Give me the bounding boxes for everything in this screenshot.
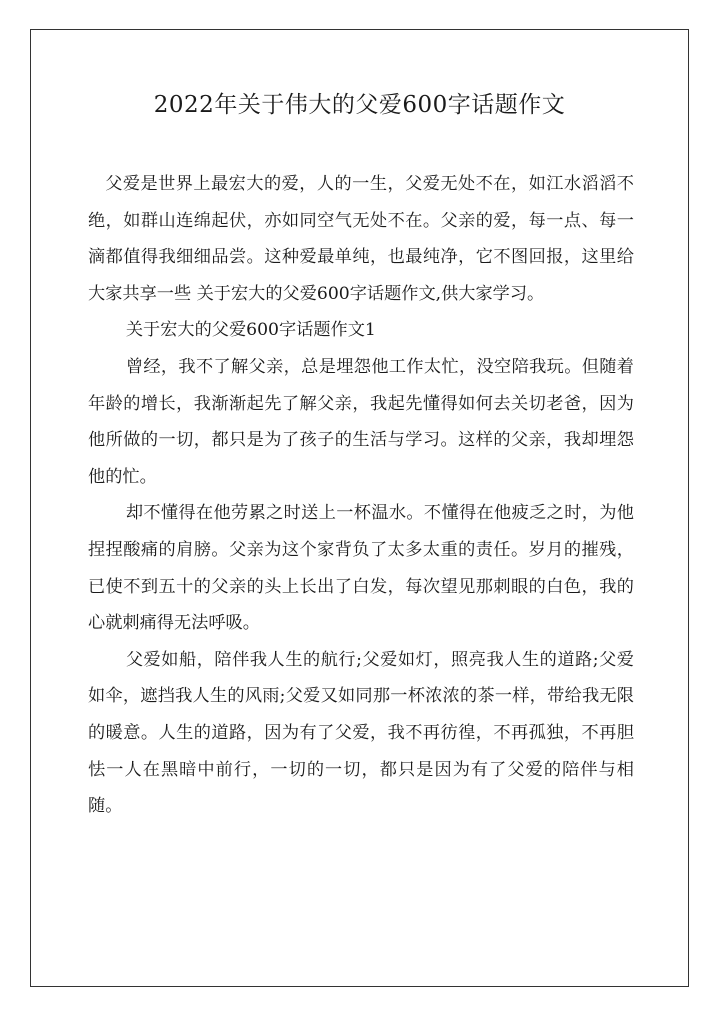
document-body: [88, 166, 634, 825]
document-title: 2022年关于伟大的父爱600字话题作文: [153, 92, 566, 118]
section-heading: 关于宏大的父爱600字话题作文1: [125, 320, 376, 341]
body-paragraph-2: 却不懂得在他劳累之时送上一杯温水。不懂得在他疲乏之时，为他捏捏酸痛的肩膀。父亲为这个家背负了太多太重的责任。岁月的摧残，已使不到五十的父亲的头上长出了白发，每次望见那刺眼的白色，我的心就刺痛得无法呼吸。: [88, 503, 634, 634]
intro-paragraph: 父爱是世界上最宏大的爱，人的一生，父爱无处不在，如江水滔滔不绝，如群山连绵起伏，亦如同空气无处不在。父亲的爱，每一点、每一滴都值得我细细品尝。这种爱最单纯，也最纯净，它不图回报，这里给大家共享一些 关于宏大的父爱600字话题作文,供大家学习。: [88, 174, 634, 304]
body-paragraph-1: 曾经，我不了解父亲，总是埋怨他工作太忙，没空陪我玩。但随着年龄的增长，我渐渐起先了解父亲，我起先懂得如何去关切老爸，因为他所做的一切，都只是为了孩子的生活与学习。这样的父亲，我却埋怨他的忙。: [88, 356, 634, 487]
body-paragraph-3: 父爱如船，陪伴我人生的航行;父爱如灯，照亮我人生的道路;父爱如伞，遮挡我人生的风雨;父爱又如同那一杯浓浓的茶一样，带给我无限的暖意。人生的道路，因为有了父爱，我不再彷徨，不再孤独，不再胆怯一人在黑暗中前行，一切的一切，都只是因为有了父爱的陪伴与相随。: [88, 649, 634, 817]
